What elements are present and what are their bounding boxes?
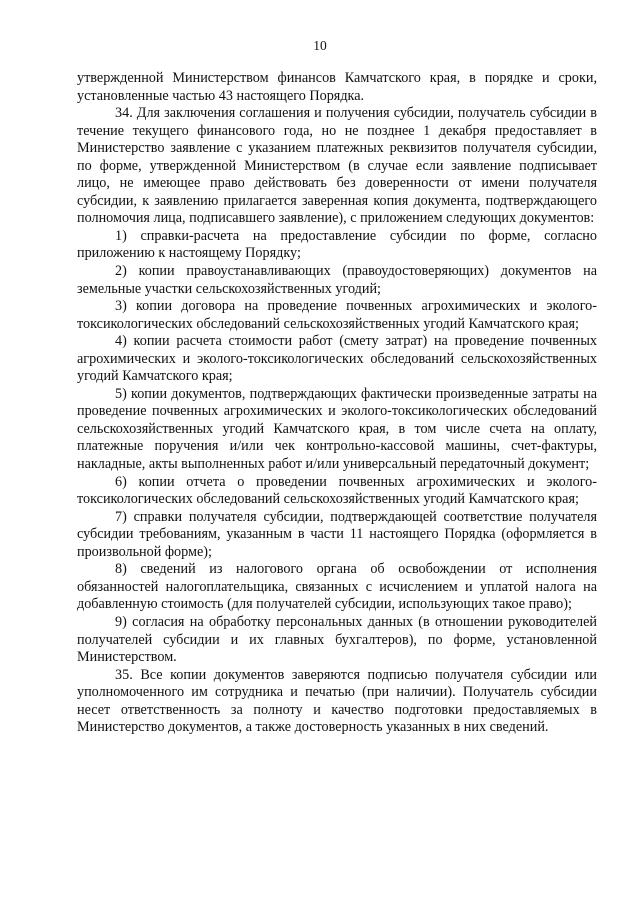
list-item-6: 6) копии отчета о проведении почвенных агрохимических и эколого-токсикологических обследований сельскохозяйственных угодий Камчатского края; xyxy=(77,473,597,508)
list-item-4: 4) копии расчета стоимости работ (смету затрат) на проведение почвенных агрохимических и эколого-токсикологических обследований сельскохозяйственных угодий Камчатского края; xyxy=(77,333,597,385)
list-item-7: 7) справки получателя субсидии, подтверждающей соответствие получателя субсидии требованиям, указанным в части 11 настоящего Порядка (оформляется в произвольной форме); xyxy=(77,508,597,560)
page-number: 10 xyxy=(313,38,327,53)
paragraph-clause-35: 35. Все копии документов заверяются подписью получателя субсидии или уполномоченного им сотрудника и печатью (при наличии). Получатель субсидии несет ответственность за полноту и качество подготовки предоставляемых в Министерство документов, а также достоверность указанных в них сведений. xyxy=(77,666,597,736)
document-body xyxy=(77,70,597,737)
paragraph-continuation: утвержденной Министерством финансов Камчатского края, в порядке и сроки, установленные частью 43 настоящего Порядка. xyxy=(77,70,597,104)
list-item-8: 8) сведений из налогового органа об освобождении от исполнения обязанностей налогоплательщика, связанных с исчислением и уплатой налога на добавленную стоимость (для получателей субсидии, использующих такое право); xyxy=(77,561,597,613)
list-item-2: 2) копии правоустанавливающих (правоудостоверяющих) документов на земельные участки сельскохозяйственных угодий; xyxy=(77,263,597,297)
list-item-5: 5) копии документов, подтверждающих фактически произведенные затраты на проведение почвенных агрохимических и эколого-токсикологических обследований сельскохозяйственных угодий Камчатского края, в том числе счета на оплату, платежные поручения и/или чек контрольно-кассовой машины, счет-фактуры, накладные, акты выполненных работ и/или универсальный передаточный документ; xyxy=(77,385,597,473)
paragraph-clause-34: 34. Для заключения соглашения и получения субсидии, получатель субсидии в течение текущего финансового года, но не позднее 1 декабря предоставляет в Министерство заявление с указанием платежных реквизитов получателя субсидии, по форме, утвержденной Министерством (в случае если заявление подписывает лицо, не имеющее право действовать без доверенности от имени получателя субсидии, к заявлению прилагается заверенная копия документа, подтверждающего полномочия лица, подписавшего заявление), с приложением следующих документов: xyxy=(77,105,597,227)
list-item-9: 9) согласия на обработку персональных данных (в отношении руководителей получателей субсидии и их главных бухгалтеров), по форме, установленной Министерством. xyxy=(77,613,597,666)
list-item-1: 1) справки-расчета на предоставление субсидии по форме, согласно приложению к настоящему Порядку; xyxy=(77,227,597,262)
list-item-3: 3) копии договора на проведение почвенных агрохимических и эколого-токсикологических обследований сельскохозяйственных угодий Камчатского края; xyxy=(77,298,597,332)
